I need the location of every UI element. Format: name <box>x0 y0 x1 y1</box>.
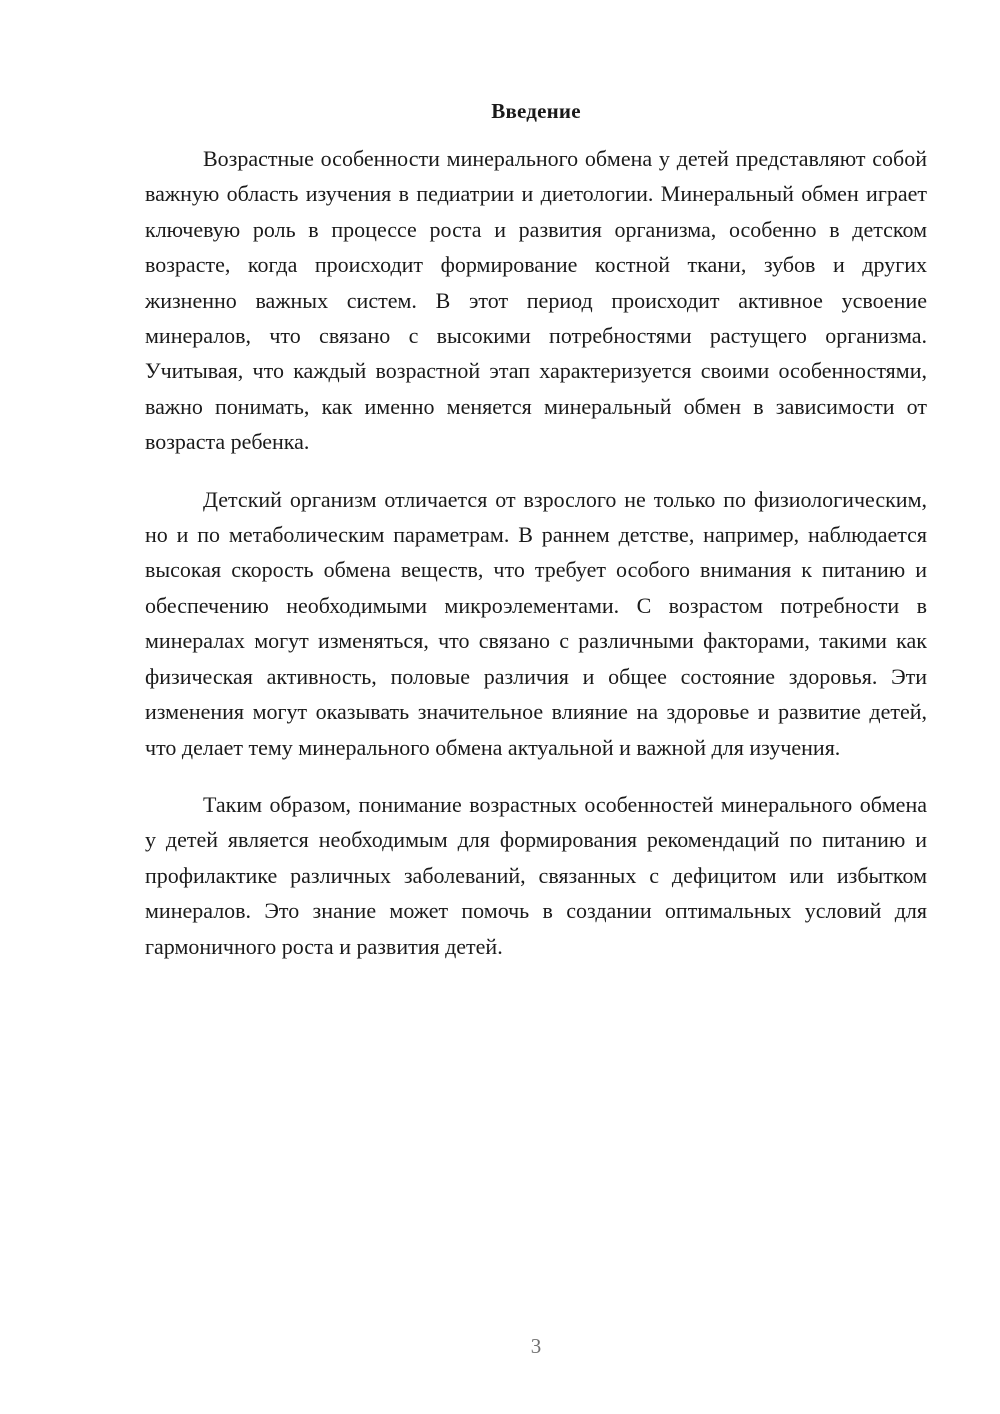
section-heading: Введение <box>491 99 581 123</box>
page-number: 3 <box>530 1334 542 1358</box>
paragraph-3: Таким образом, понимание возрастных особенностей минерального обмена у детей является необходимым для формирования рекомендаций по питанию и профилактике различных заболеваний, связанных с дефицитом или избытком минералов. Это знание может помочь в создании оптимальных условий для гармоничного роста и развития детей. <box>145 791 927 959</box>
paragraph-1: Возрастные особенности минерального обмена у детей представляют собой важную область изучения в педиатрии и диетологии. Минеральный обмен играет ключевую роль в процессе роста и развития организма, особенно в детском возрасте, когда происходит формирование костной ткани, зубов и других жизненно важных систем. В этот период происходит активное усвоение минералов, что связано с высокими потребностями растущего организма. Учитывая, что каждый возрастной этап характеризуется своими особенностями, важно понимать, как именно меняется минеральный обмен в зависимости от возраста ребенка. <box>145 146 927 455</box>
body-text <box>145 141 927 986</box>
paragraph-2: Детский организм отличается от взрослого не только по физиологическим, но и по метаболическим параметрам. В раннем детстве, например, наблюдается высокая скорость обмена веществ, что требует особого внимания к питанию и обеспечению необходимыми микроэлементами. С возрастом потребности в минералах могут изменяться, что связано с различными факторами, такими как физическая активность, половые различия и общее состояние здоровья. Эти изменения могут оказывать значительное влияние на здоровье и развитие детей, что делает тему минерального обмена актуальной и важной для изучения. <box>145 486 927 760</box>
